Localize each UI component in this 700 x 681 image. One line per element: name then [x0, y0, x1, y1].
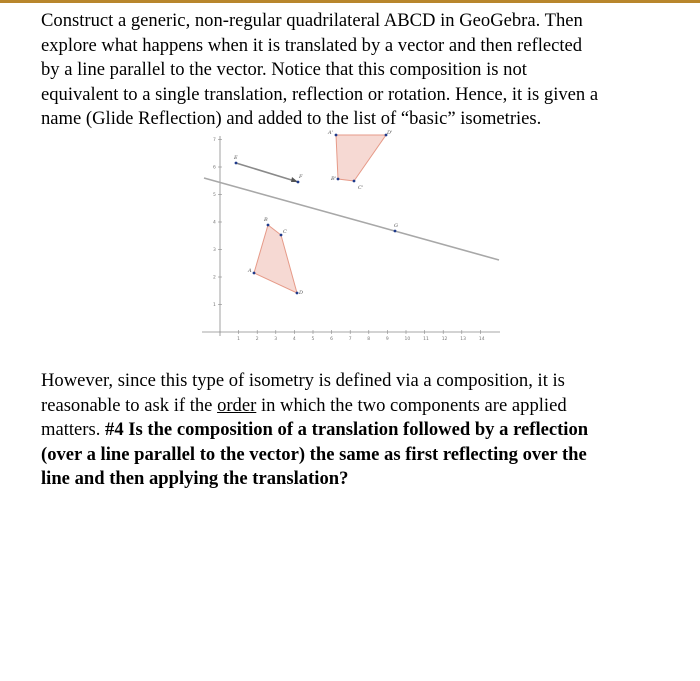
label-g: G	[394, 223, 398, 229]
point-f	[297, 181, 300, 184]
x-tick-label: 3	[274, 337, 278, 342]
point-e	[235, 162, 238, 165]
x-tick-label: 1	[237, 337, 240, 342]
intro-paragraph	[41, 9, 671, 132]
geogebra-figure	[196, 130, 506, 348]
label-b: B	[264, 217, 268, 223]
underlined-word-order: order	[217, 394, 257, 416]
translation-vector	[236, 163, 298, 182]
label-c: C	[283, 229, 287, 235]
text-line: by a line parallel to the vector. Notice that this composition is not	[41, 59, 527, 80]
point-d	[296, 292, 299, 295]
top-accent-bar	[0, 0, 700, 3]
label-d: D	[299, 290, 304, 296]
x-tick-label: 14	[478, 337, 485, 342]
x-tick-label: 6	[330, 337, 333, 342]
text-segment: reasonable to ask if the	[41, 394, 218, 416]
label-a-prime: A'	[328, 130, 333, 136]
x-tick-label: 12	[441, 337, 448, 342]
question-paragraph	[41, 369, 671, 492]
label-d-prime: D'	[387, 130, 393, 136]
y-tick-label: 5	[213, 193, 216, 198]
y-tick-label: 4	[213, 220, 216, 226]
text-line: name (Glide Reflection) and added to the list of “basic” isometries.	[41, 108, 542, 129]
x-tick-label: 8	[367, 337, 371, 342]
point-g	[394, 230, 397, 233]
question-4-text: #4 Is the composition of a translation followed by a reflection	[105, 419, 589, 440]
x-tick-label: 9	[385, 337, 389, 342]
y-ticks	[213, 137, 222, 308]
text-segment: in which the two components are applied	[256, 394, 567, 416]
text-line: equivalent to a single translation, reflection or rotation. Hence, it is given a	[41, 83, 599, 105]
y-tick-label: 7	[213, 138, 216, 143]
y-tick-label: 1	[213, 303, 216, 308]
question-4-text: (over a line parallel to the vector) the same as first reflecting over the	[41, 443, 587, 465]
text-line: However, since this type of isometry is defined via a composition, it is	[41, 370, 565, 391]
question-4-text: line and then applying the translation?	[41, 468, 349, 489]
x-tick-label: 4	[292, 337, 296, 342]
text-line: Construct a generic, non-regular quadrilateral ABCD in GeoGebra. Then	[41, 10, 583, 31]
text-segment: matters.	[41, 419, 106, 440]
x-tick-label: 11	[423, 337, 429, 342]
x-tick-label: 10	[404, 337, 411, 342]
reflection-line	[204, 178, 499, 260]
x-tick-label: 5	[311, 337, 315, 342]
x-tick-label: 13	[460, 337, 467, 342]
point-a-prime	[335, 134, 338, 137]
point-a	[253, 272, 256, 275]
text-line	[41, 394, 671, 419]
quadrilateral-abcd	[254, 225, 297, 293]
text-line	[41, 418, 671, 443]
x-tick-label: 7	[348, 337, 352, 342]
point-c	[280, 234, 283, 237]
y-tick-label: 6	[213, 165, 216, 171]
text-line: explore what happens when it is translated by a vector and then reflected	[41, 34, 583, 56]
point-c-prime	[353, 180, 356, 183]
label-c-prime: C'	[358, 185, 364, 191]
label-e: E	[234, 155, 238, 161]
label-f: F	[299, 174, 303, 180]
label-b-prime: B'	[331, 176, 337, 182]
quadrilateral-image	[336, 135, 386, 181]
y-tick-label: 2	[213, 275, 216, 281]
point-b	[267, 224, 270, 227]
label-a: A	[248, 268, 252, 274]
point-b-prime	[337, 178, 340, 181]
y-tick-label: 3	[213, 248, 216, 253]
x-tick-label: 2	[255, 337, 259, 342]
